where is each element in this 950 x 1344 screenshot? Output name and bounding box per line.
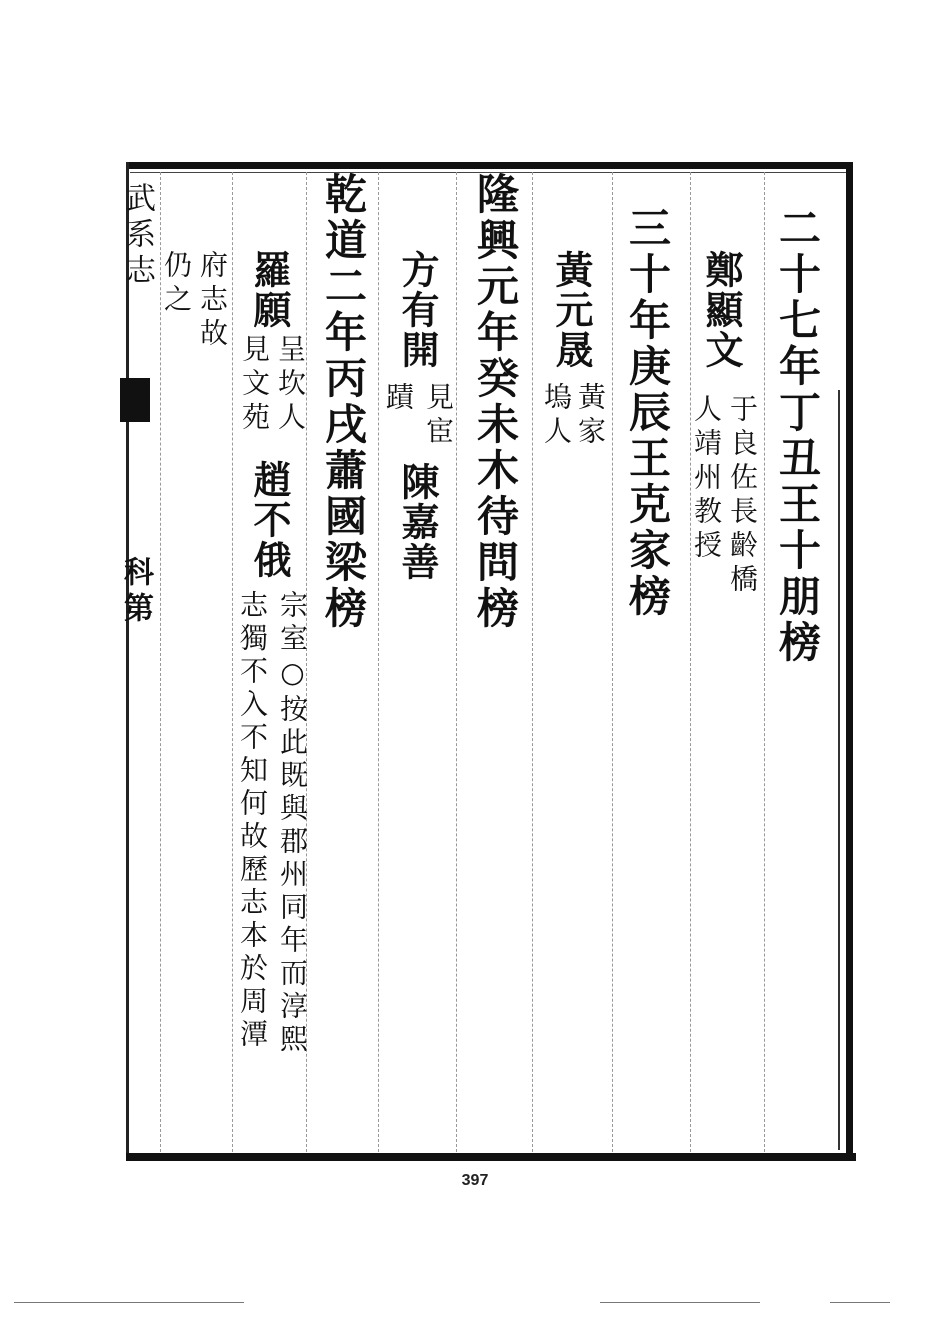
continuation-note: 府志故 bbox=[196, 250, 229, 352]
frame-right-rule bbox=[846, 162, 853, 1161]
entry-year-2: 三十年庚辰王克家榜 bbox=[623, 206, 672, 620]
frame-right-inner-rule bbox=[838, 390, 840, 1150]
graduate-name: 方有開 bbox=[395, 250, 440, 370]
frame-top-rule bbox=[126, 162, 852, 169]
column-divider bbox=[690, 172, 691, 1152]
graduate-name: 陳嘉善 bbox=[395, 462, 440, 582]
graduate-note: 宗室○按此既與郡州同年而淳熙 bbox=[276, 590, 309, 1057]
graduate-note: 人靖州教授 bbox=[690, 394, 723, 564]
graduate-note: 塢人 bbox=[540, 382, 573, 450]
entry-year-3: 隆興元年癸未木待問榜 bbox=[471, 172, 520, 632]
column-divider bbox=[456, 172, 457, 1152]
margin-black-block bbox=[120, 378, 150, 422]
column-divider bbox=[378, 172, 379, 1152]
graduate-name: 鄭顯文 bbox=[699, 250, 744, 370]
graduate-note: 志獨不入不知何故歷志本於周潭 bbox=[236, 590, 269, 1052]
column-divider bbox=[160, 172, 161, 1152]
margin-title: 武系志 bbox=[120, 182, 155, 290]
margin-section: 科第 bbox=[118, 556, 153, 628]
frame-left-rule bbox=[126, 162, 129, 1160]
scan-artifact-line bbox=[14, 1302, 244, 1303]
graduate-note: 蹟 bbox=[382, 382, 415, 416]
entry-year-4: 乾道二年丙戌蕭國梁榜 bbox=[319, 172, 368, 632]
frame-bottom-rule bbox=[126, 1153, 856, 1161]
page-number: 397 bbox=[461, 1172, 489, 1189]
graduate-name: 羅願 bbox=[247, 250, 292, 330]
graduate-note: 于良佐長齡橋 bbox=[726, 394, 759, 598]
continuation-note: 仍之 bbox=[160, 250, 193, 318]
entry-year-1: 二十七年丁丑王十朋榜 bbox=[773, 206, 822, 666]
column-divider bbox=[612, 172, 613, 1152]
column-divider bbox=[232, 172, 233, 1152]
graduate-note: 見宦 bbox=[422, 382, 455, 450]
scan-artifact-line bbox=[830, 1302, 890, 1303]
graduate-note: 黃家 bbox=[574, 382, 607, 450]
graduate-note: 見文苑 bbox=[238, 334, 271, 436]
column-divider bbox=[532, 172, 533, 1152]
graduate-name: 黃元晟 bbox=[549, 250, 594, 370]
column-divider bbox=[764, 172, 765, 1152]
scan-artifact-line bbox=[600, 1302, 760, 1303]
graduate-note: 呈坎人 bbox=[274, 334, 307, 436]
graduate-name: 趙不俄 bbox=[247, 460, 292, 580]
